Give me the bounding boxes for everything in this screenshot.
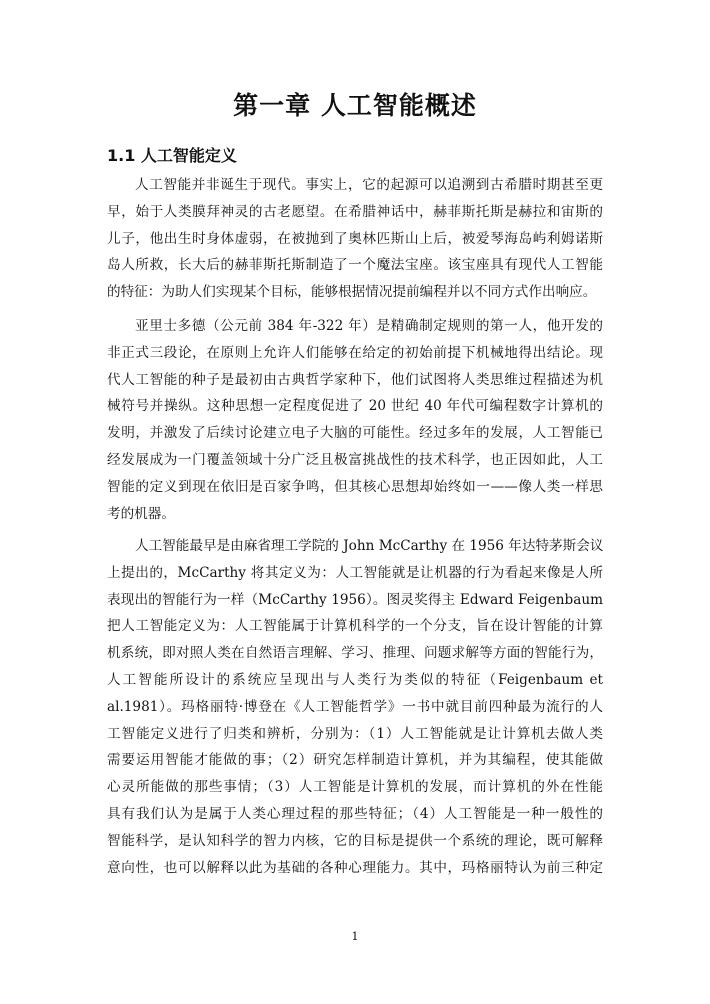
paragraph-line: 心灵所能做的那些事情；（3）人工智能是计算机的发展，而计算机的外在性能	[107, 779, 603, 796]
paragraph-line: 人工智能并非诞生于现代。事实上，它的起源可以追溯到古希腊时期甚至更	[135, 177, 603, 193]
paragraph-line: 的特征：为助人们实现某个目标，能够根据情况提前编程并以不同方式作出响应。	[107, 284, 597, 301]
paragraph-line: 智能的定义到现在依旧是百家争鸣，但其核心思想却始终如一——像人类一样思	[107, 478, 603, 495]
paragraph-3	[107, 533, 603, 881]
paragraph-line: 考的机器。	[107, 505, 175, 522]
chapter-title: 第一章 人工智能概述	[233, 91, 477, 120]
paragraph-line: 上提出的，McCarthy 将其定义为：人工智能就是让机器的行为看起来像是人所	[107, 564, 603, 581]
paragraph-line: 经发展成为一门覆盖领域十分广泛且极富挑战性的技术科学，也正因如此，人工	[107, 451, 603, 468]
paragraph-line: 代人工智能的种子是最初由古典哲学家种下，他们试图将人类思维过程描述为机	[107, 371, 603, 388]
paragraph-line: 械符号并操纵。这种思想一定程度促进了 20 世纪 40 年代可编程数字计算机的	[107, 398, 603, 415]
page-number: 1	[351, 930, 359, 943]
paragraph-line: 非正式三段论，在原则上允许人们能够在给定的初始前提下机械地得出结论。现	[107, 344, 603, 361]
paragraph-2	[107, 313, 603, 527]
paragraph-line: 把人工智能定义为：人工智能属于计算机科学的一个分支，旨在设计智能的计算	[107, 618, 603, 635]
paragraph-line: 表现出的智能行为一样（McCarthy 1956）。图灵奖得主 Edward Feigenbaum	[107, 591, 603, 608]
paragraph-line: 智能科学，是认知科学的智力内核，它的目标是提供一个系统的理论，既可解释	[107, 832, 603, 849]
paragraph-1	[107, 172, 603, 306]
section-title: 1.1 人工智能定义	[107, 146, 237, 165]
paragraph-line: al.1981）。玛格丽特·博登在《人工智能哲学》一书中就目前四种最为流行的人	[107, 698, 603, 715]
paragraph-line: 机系统，即对照人类在自然语言理解、学习、推理、问题求解等方面的智能行为，	[107, 645, 603, 662]
paragraph-line: 发明，并激发了后续讨论建立电子大脑的可能性。经过多年的发展，人工智能已	[107, 425, 603, 442]
paragraph-line: 岛人所救，长大后的赫菲斯托斯制造了一个魔法宝座。该宝座具有现代人工智能	[107, 257, 603, 274]
paragraph-line: 人工智能最早是由麻省理工学院的 John McCarthy 在 1956 年达特茅斯会议	[135, 538, 603, 554]
paragraph-line: 早，始于人类膜拜神灵的古老愿望。在希腊神话中，赫菲斯托斯是赫拉和宙斯的	[107, 203, 603, 220]
paragraph-line: 工智能定义进行了归类和辨析，分别为：（1）人工智能就是让计算机去做人类	[107, 725, 603, 742]
paragraph-line: 具有我们认为是属于人类心理过程的那些特征；（4）人工智能是一种一般性的	[107, 805, 603, 822]
paragraph-line: 人工智能所设计的系统应呈现出与人类行为类似的特征（Feigenbaum et	[107, 671, 603, 688]
paragraph-line: 意向性，也可以解释以此为基础的各种心理能力。其中，玛格丽特认为前三种定	[107, 859, 603, 876]
paragraph-line: 亚里士多德（公元前 384 年-322 年）是精确制定规则的第一人，他开发的	[135, 318, 603, 334]
paragraph-line: 需要运用智能才能做的事；（2）研究怎样制造计算机，并为其编程，使其能做	[107, 752, 603, 769]
paragraph-line: 儿子，他出生时身体虚弱，在被抛到了奥林匹斯山上后，被爱琴海岛屿利姆诺斯	[107, 230, 603, 247]
